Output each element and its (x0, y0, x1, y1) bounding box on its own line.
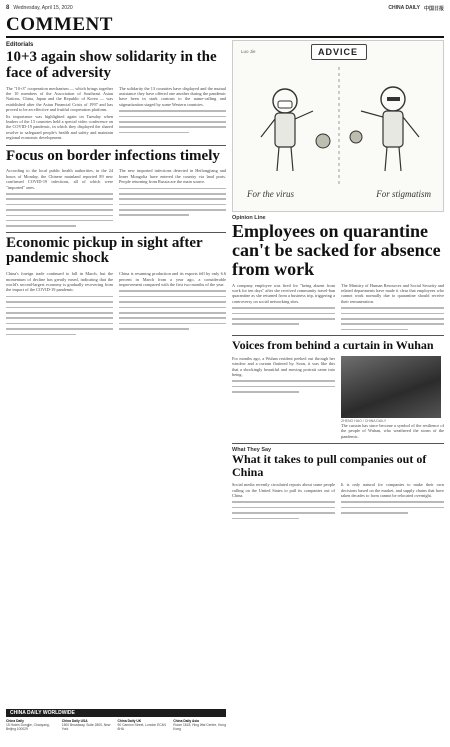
office-entry: China Daily UK 90 Cannon Street, London EC4N 6HA (117, 719, 166, 731)
editorial-body (6, 271, 226, 337)
cartoon-caption-right: For stigmatism (376, 189, 431, 199)
what-they-say-headline: What it takes to pull companies out of China (232, 452, 427, 479)
photo-caption: ZHENG HAO / CHINA DAILY (341, 418, 387, 423)
editorial-paragraph: The "10+3" cooperation mechanism — which brings together the 10 members of the Association of Southeast Asian Nations, China, Japan and the Republic of Korea — was established after the Asian Financial Crisis of 1997 and has proved to be an effective and fruitful cooperation platform. (6, 85, 113, 113)
editorial-paragraph: China is resuming production and its exports fell by only 6.6 percent in March from a year ago, a considerable improvement compared with the first two months of the year. (119, 271, 226, 287)
opinion-body (232, 283, 444, 333)
section-kicker: Editorials (6, 42, 34, 48)
divider (6, 145, 226, 146)
office-entry: China Daily 15 Huixin Dongjie, Chaoyang, Beijing 100029 (6, 719, 50, 731)
divider (232, 335, 444, 336)
editorial-paragraph: The solidarity the 13 countries have displayed and the mutual assistance they have offered one another during the pandemic have been in stark contrast to the name-calling and stigmatization staged by some Western countries. (119, 85, 226, 107)
editorial-headline: Focus on border infections timely (6, 147, 220, 164)
editorial-body (6, 86, 226, 142)
office-entry: China Daily Asia Room 1818, Hing Wai Centre, Hong Kong (173, 719, 226, 731)
section-rule (6, 36, 444, 38)
opinion-paragraph: A company employee was fired for "being absent from work for ten days" after she received community travel-ban quarantine as she returned from a business trip, triggering a controversy on social networking sites. (232, 282, 335, 304)
editorial-body (6, 168, 226, 228)
right-column (232, 40, 444, 521)
divider (6, 232, 226, 233)
editorial-cartoon (232, 40, 444, 212)
opinion-paragraph: The Ministry of Human Resources and Social Security and related departments have made it clear that employees who cannot work normally due to quarantine should receive their remuneration. (341, 282, 444, 304)
divider (232, 443, 444, 444)
paper-name-cn: 中国日报 (423, 5, 444, 12)
cartoon-drawing (233, 41, 445, 213)
what-they-say-kicker: What They Say (232, 447, 272, 454)
page-number: 8 (6, 5, 10, 11)
voices-paragraph: The curtain has since become a symbol of the resilience of the people of Wuhan, who weathered the storm of the pandemic. (341, 422, 444, 439)
what-they-say-body (232, 482, 444, 521)
editorial-headline: Economic pickup in sight after pandemic shock (6, 234, 203, 267)
office-entry: China Daily USA 1500 Broadway, Suite 2800, New York (61, 719, 111, 731)
cartoon-sign-text: ADVICE (317, 47, 358, 57)
voices-body (232, 356, 444, 440)
footer-offices (6, 719, 226, 745)
section-title: COMMENT (6, 14, 113, 35)
voices-headline: Voices from behind a curtain in Wuhan (232, 338, 434, 353)
left-column (6, 40, 226, 337)
opinion-kicker: Opinion Line (232, 215, 266, 221)
wuhan-photo (341, 356, 441, 418)
what-they-say-paragraph: Social media recently circulated reports about some people calling on the United States to pull its companies out of China. (232, 482, 335, 499)
editorial-paragraph: China's foreign trade continued to fall in March, but the momentum of decline has greatly eased, indicating that the world's second-largest economy is gradually recovering from the impact of the COVID-19 pandemic. (6, 271, 113, 293)
cartoon-credit: Luo Jie (241, 49, 256, 54)
voices-paragraph: For months ago, a Wuhan resident peeked out through her window and a curtain fluttered by. Soon, it was like this that a shockingly beautiful and moving portrait came into being. (232, 355, 335, 378)
footer-band: CHINA DAILY WORLDWIDE (6, 709, 226, 717)
masthead (6, 4, 444, 12)
cartoon-caption-left: For the virus (247, 189, 294, 199)
editorial-paragraph: The new imported infections detected in Heilongjiang and Inner Mongolia have entered the country via land ports. People returning from Russia are the main source. (119, 168, 226, 185)
issue-date: Wednesday, April 15, 2020 (13, 5, 73, 11)
what-they-say-paragraph: It is only natural for companies to make their own decisions based on the market, and supply chains that have taken decades to form cannot be relocated overnight. (341, 482, 444, 499)
opinion-headline: Employees on quarantine can't be sacked for absence from work (232, 221, 441, 279)
editorial-paragraph: Its importance was highlighted again on Tuesday when leaders of the 13 countries held a special video conference on the COVID-19 pandemic, in which they displayed the shared resolve to safeguard people's health and safety and maintain regional economic development. (6, 113, 113, 141)
editorial-headline: 10+3 again show solidarity in the face of adversity (6, 49, 217, 81)
editorial-paragraph: According to the local public health authorities, in the 24 hours of Monday, the Chinese mainland reported 89 new confirmed COVID-19 infections, all of which were "imported" ones. (6, 168, 113, 190)
paper-name: CHINA DAILY (388, 4, 420, 11)
